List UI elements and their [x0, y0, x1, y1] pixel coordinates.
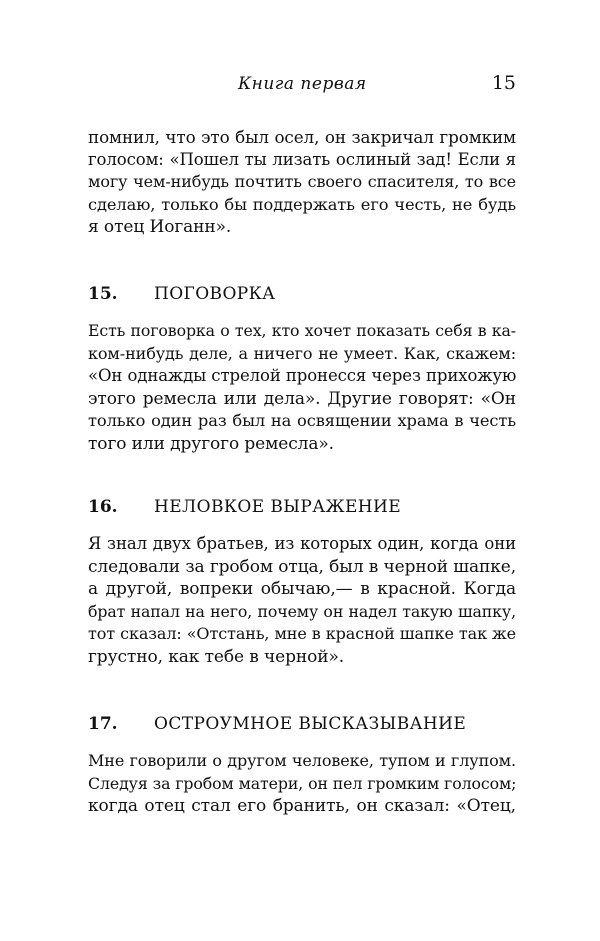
section-paragraph-15 — [88, 320, 516, 455]
section-paragraph-16 — [88, 533, 516, 668]
text-line: следовали за гробом отца, был в черной шапке, — [88, 556, 517, 577]
text-line: сделаю, только бы поддержать его честь, не будь — [88, 194, 516, 214]
text-line: только один раз был на освящении храма в честь — [88, 411, 516, 430]
text-line: тот сказал: «Отстань, мне в красной шапке так же — [88, 624, 516, 643]
section-heading-17 — [88, 713, 516, 735]
text-line: помнил, что это был осел, он закричал громким — [88, 127, 516, 147]
text-line: того или другого ремесла». — [88, 433, 334, 454]
section-paragraph-17 — [88, 750, 516, 818]
section-number: 15. — [88, 284, 118, 304]
text-line: а другой, вопреки обычаю,— в красной. Когда — [88, 579, 516, 599]
section-title: НЕЛОВКОЕ ВЫРАЖЕНИЕ — [154, 497, 402, 517]
section-title: ОСТРОУМНОЕ ВЫСКАЗЫВАНИЕ — [154, 714, 467, 734]
page-number: 15 — [491, 72, 516, 94]
section-heading-16 — [88, 496, 516, 518]
text-line: ком-нибудь деле, а ничего не умеет. Как, скажем: — [88, 343, 516, 363]
running-head — [88, 74, 516, 102]
section-title: ПОГОВОРКА — [154, 284, 276, 304]
section-number: 17. — [88, 714, 118, 734]
text-line: когда отец стал его бранить, он сказал: «Отец, — [88, 796, 516, 816]
text-line: голосом: «Пошел ты лизать ослиный зад! Если я — [88, 149, 516, 169]
text-line: Есть поговорка о тех, кто хочет показать себя в ка- — [88, 321, 516, 340]
section-heading-15 — [88, 283, 516, 305]
text-line: Мне говорили о другом человеке, тупом и глупом. — [88, 751, 516, 770]
text-line: могу чем-нибудь почтить своего спасителя, то все — [88, 172, 516, 191]
text-line: Я знал двух братьев, из которых один, когда они — [88, 534, 516, 553]
running-title: Книга первая — [238, 74, 367, 94]
text-line: Следуя за гробом матери, он пел громким голосом; — [88, 773, 517, 793]
text-line: брат напал на него, почему он надел такую шапку, — [88, 601, 516, 621]
section-number: 16. — [88, 497, 118, 517]
text-line: этого ремесла или дела». Другие говорят: «Он — [88, 388, 516, 409]
text-line: «Он однажды стрелой пронесся через прихожую — [88, 366, 517, 385]
text-line: я отец Иоганн». — [88, 217, 232, 237]
text-line: грустно, как тебе в черной». — [88, 646, 345, 667]
intro-paragraph — [88, 126, 516, 239]
